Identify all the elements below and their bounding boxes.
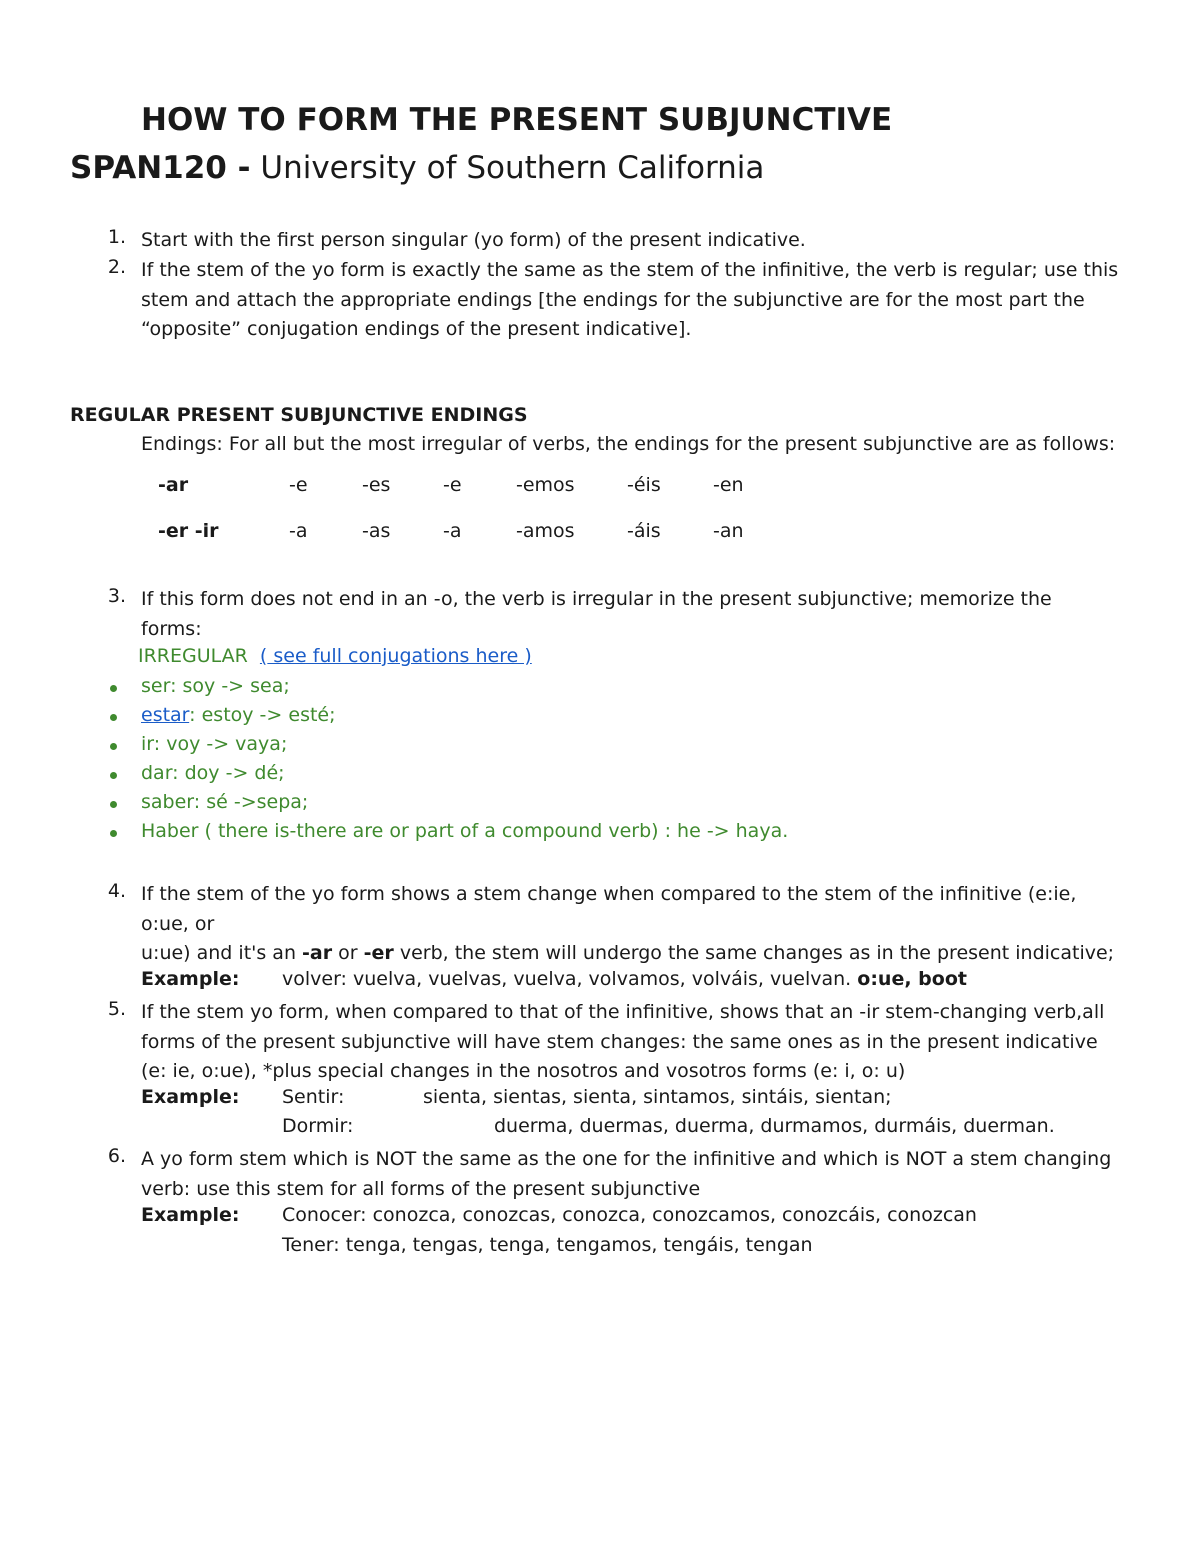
step-6-text: [141, 1145, 1171, 1204]
step-4-line: o:ue, or: [141, 912, 215, 935]
full-conjugations-link[interactable]: [260, 645, 532, 667]
step-4-example: [282, 968, 967, 990]
step-3-number: 3.: [107, 585, 126, 607]
ending-cell: -emos: [516, 474, 575, 496]
step-3-line: forms:: [141, 617, 202, 640]
irregular-item-estar: [141, 704, 336, 726]
step-4-example-forms: volver: vuelva, vuelvas, vuelva, volvamos, volváis, vuelvan.: [282, 968, 852, 990]
step-4-text: [141, 880, 1171, 969]
step-2-line: “opposite” conjugation endings of the present indicative].: [141, 318, 692, 340]
irregular-item-haber: Haber ( there is-there are or part of a compound verb) : he -> haya.: [141, 820, 789, 842]
step-5-line: If the stem yo form, when compared to that of the infinitive, shows that an -ir stem-changing verb,all: [141, 1001, 1105, 1023]
bullet-icon: [110, 714, 117, 721]
page-subtitle: [70, 150, 764, 186]
step-4-example-label: Example:: [141, 968, 240, 990]
step-2-line: stem and attach the appropriate endings [the endings for the subjunctive are for the most part the: [141, 288, 1085, 311]
dormir-label: Dormir:: [282, 1115, 354, 1137]
tener-forms: Tener: tenga, tengas, tenga, tengamos, tengáis, tengan: [282, 1234, 813, 1256]
link-paren: (: [259, 645, 268, 667]
school-name: University of Southern California: [260, 150, 765, 186]
irregular-item-ir: ir: voy -> vaya;: [141, 733, 288, 755]
bullet-icon: [110, 743, 117, 750]
step-1-text: Start with the first person singular (yo form) of the present indicative.: [141, 229, 806, 251]
step-4-line: [141, 939, 1171, 969]
step-2-line: If the stem of the yo form is exactly the same as the stem of the infinitive, the verb is regular; use this: [141, 259, 1119, 281]
irregular-item-ser: ser: soy -> sea;: [141, 675, 290, 697]
bullet-icon: [110, 801, 117, 808]
ending-cell: -amos: [516, 520, 575, 542]
bullet-icon: [110, 772, 117, 779]
link-text: see full conjugations here ): [267, 645, 532, 667]
step-6-example-label: Example:: [141, 1204, 240, 1226]
step-4-line: If the stem of the yo form shows a stem change when compared to the stem of the infinitive (e:ie,: [141, 883, 1077, 905]
endings-intro: Endings: For all but the most irregular of verbs, the endings for the present subjunctive are as follows:: [141, 433, 1116, 455]
step-4-example-tag: o:ue, boot: [857, 968, 967, 990]
ending-cell: -as: [362, 520, 391, 542]
endings-heading: REGULAR PRESENT SUBJUNCTIVE ENDINGS: [70, 404, 528, 426]
step-1-number: 1.: [107, 226, 126, 248]
ending-cell: -a: [443, 520, 462, 542]
step-5-example-label: Example:: [141, 1086, 240, 1108]
step-3-text: [141, 585, 1171, 644]
dormir-forms: duerma, duermas, duerma, durmamos, durmáis, duerman.: [494, 1115, 1055, 1137]
ending-cell: -e: [289, 474, 308, 496]
step-2-text: [141, 256, 1171, 345]
estar-link[interactable]: estar: [141, 704, 190, 726]
endings-row-label: -ar: [158, 474, 189, 496]
ending-cell: -en: [713, 474, 744, 496]
step-5-line: (e: ie, o:ue), *plus special changes in the nosotros and vosotros forms (e: i, o: u): [141, 1060, 906, 1082]
step-2-number: 2.: [107, 256, 126, 278]
ending-cell: -an: [713, 520, 744, 542]
ending-cell: -e: [443, 474, 462, 496]
ending-cell: -áis: [627, 520, 661, 542]
step-4-text-part: u:ue) and it's an: [141, 942, 303, 964]
sentir-label: Sentir:: [282, 1086, 345, 1108]
course-code: SPAN120 -: [70, 150, 251, 186]
irregular-label: IRREGULAR: [138, 645, 248, 667]
ending-cell: -éis: [627, 474, 661, 496]
conocer-forms: Conocer: conozca, conozcas, conozca, conozcamos, conozcáis, conozcan: [282, 1204, 977, 1226]
irregular-item-saber: saber: sé ->sepa;: [141, 791, 309, 813]
step-6-line: verb: use this stem for all forms of the present subjunctive: [141, 1177, 701, 1200]
step-4-number: 4.: [107, 880, 126, 902]
endings-row-label: -er -ir: [158, 520, 219, 542]
step-6-line: A yo form stem which is NOT the same as the one for the infinitive and which is NOT a stem changing: [141, 1148, 1112, 1170]
bullet-icon: [110, 830, 117, 837]
step-6-number: 6.: [107, 1145, 126, 1167]
step-4-text-part: verb, the stem will undergo the same changes as in the present indicative;: [393, 942, 1115, 964]
step-4-text-part: or: [332, 942, 364, 964]
page-title: HOW TO FORM THE PRESENT SUBJUNCTIVE: [141, 102, 893, 138]
ending-cell: -a: [289, 520, 308, 542]
sentir-forms: sienta, sientas, sienta, sintamos, sintáis, sientan;: [423, 1086, 892, 1108]
step-5-number: 5.: [107, 998, 126, 1020]
estar-forms: : estoy -> esté;: [189, 704, 336, 726]
ending-cell: -es: [362, 474, 391, 496]
step-5-line: forms of the present subjunctive will have stem changes: the same ones as in the present indicative: [141, 1030, 1098, 1053]
step-5-text: [141, 998, 1171, 1087]
step-4-ar: -ar: [302, 942, 333, 964]
irregular-header: [138, 645, 532, 667]
step-3-line: If this form does not end in an -o, the verb is irregular in the present subjunctive; memorize the: [141, 588, 1052, 610]
bullet-icon: [110, 685, 117, 692]
irregular-item-dar: dar: doy -> dé;: [141, 762, 285, 784]
step-4-er: -er: [363, 942, 394, 964]
